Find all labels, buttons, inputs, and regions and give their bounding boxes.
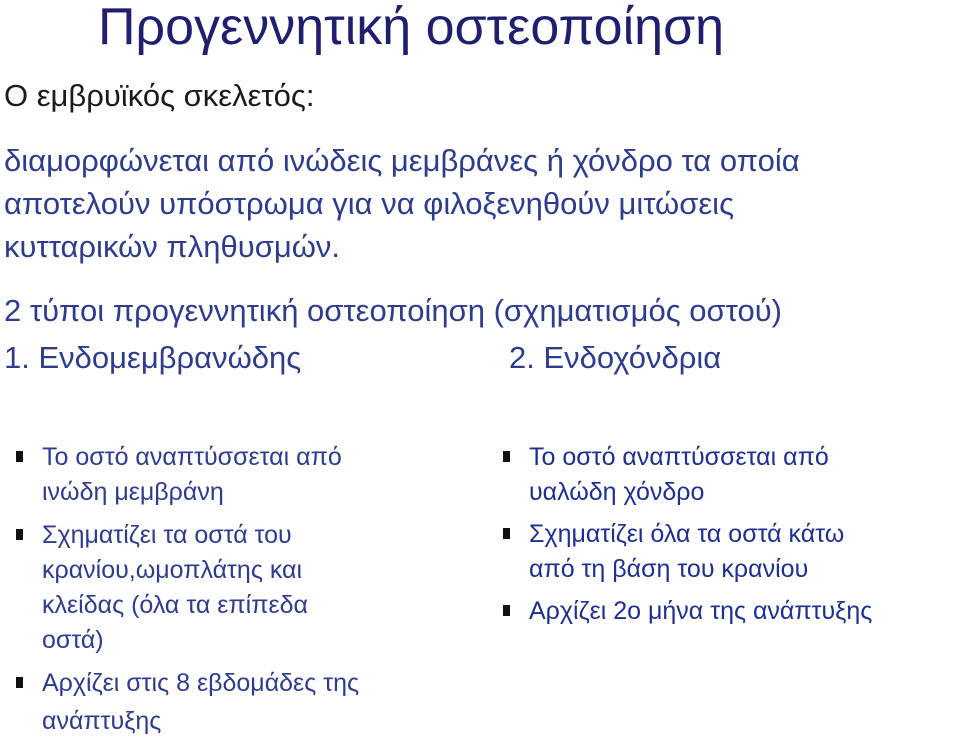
square-bullet-icon — [16, 529, 23, 540]
ossification-types-heading: 2 τύποι προγεννητική οστεοποίηση (σχηματισμός οστού) — [4, 293, 782, 328]
square-bullet-icon — [503, 451, 510, 462]
bullet-text-line: κρανίου,ωμοπλάτης και — [42, 556, 303, 584]
bullet-text-line: υαλώδη χόνδρο — [529, 478, 705, 506]
bullet-text-line: ανάπτυξης — [42, 707, 162, 735]
list-item — [503, 594, 958, 629]
endochondral-bullet-list — [503, 440, 958, 636]
slide-subtitle: Ο εμβρυϊκός σκελετός: — [4, 78, 315, 113]
bullet-text-line: Σχηματίζει τα οστά του — [42, 521, 292, 549]
bullet-text-line: οστά) — [42, 626, 104, 654]
square-bullet-icon — [16, 451, 23, 462]
type-endochondral-label: 2. Ενδοχόνδρια — [509, 340, 722, 375]
bullet-text-line: Το οστό αναπτύσσεται από — [42, 443, 342, 471]
list-item — [503, 517, 958, 587]
bullet-text-line: Το οστό αναπτύσσεται από — [529, 443, 829, 471]
slide-title: Προγεννητική οστεοποίηση — [98, 0, 725, 56]
list-item — [16, 518, 436, 658]
list-item — [16, 666, 436, 741]
description-line-2: αποτελούν υπόστρωμα για να φιλοξενηθούν μιτώσεις — [4, 186, 735, 221]
bullet-text-line: Σχηματίζει όλα τα οστά κάτω — [529, 520, 845, 548]
type-intramembranous-label: 1. Ενδομεμβρανώδης — [4, 340, 302, 375]
bullet-text-line: από τη βάση του κρανίου — [529, 555, 809, 583]
square-bullet-icon — [503, 605, 510, 616]
square-bullet-icon — [16, 677, 23, 688]
bullet-text-line: Αρχίζει 2ο μήνα της ανάπτυξης — [529, 597, 873, 625]
square-bullet-icon — [503, 528, 510, 539]
list-item — [503, 440, 958, 510]
description-line-1: διαμορφώνεται από ινώδεις μεμβράνες ή χόνδρο τα οποία — [4, 143, 800, 178]
bullet-text-line: ινώδη μεμβράνη — [42, 478, 224, 506]
bullet-text-line: Αρχίζει στις 8 εβδομάδες της — [42, 669, 360, 697]
bullet-text-line: κλείδας (όλα τα επίπεδα — [42, 591, 308, 619]
list-item — [16, 440, 436, 510]
description-line-3: κυτταρικών πληθυσμών. — [4, 229, 341, 264]
intramembranous-bullet-list — [16, 440, 436, 749]
